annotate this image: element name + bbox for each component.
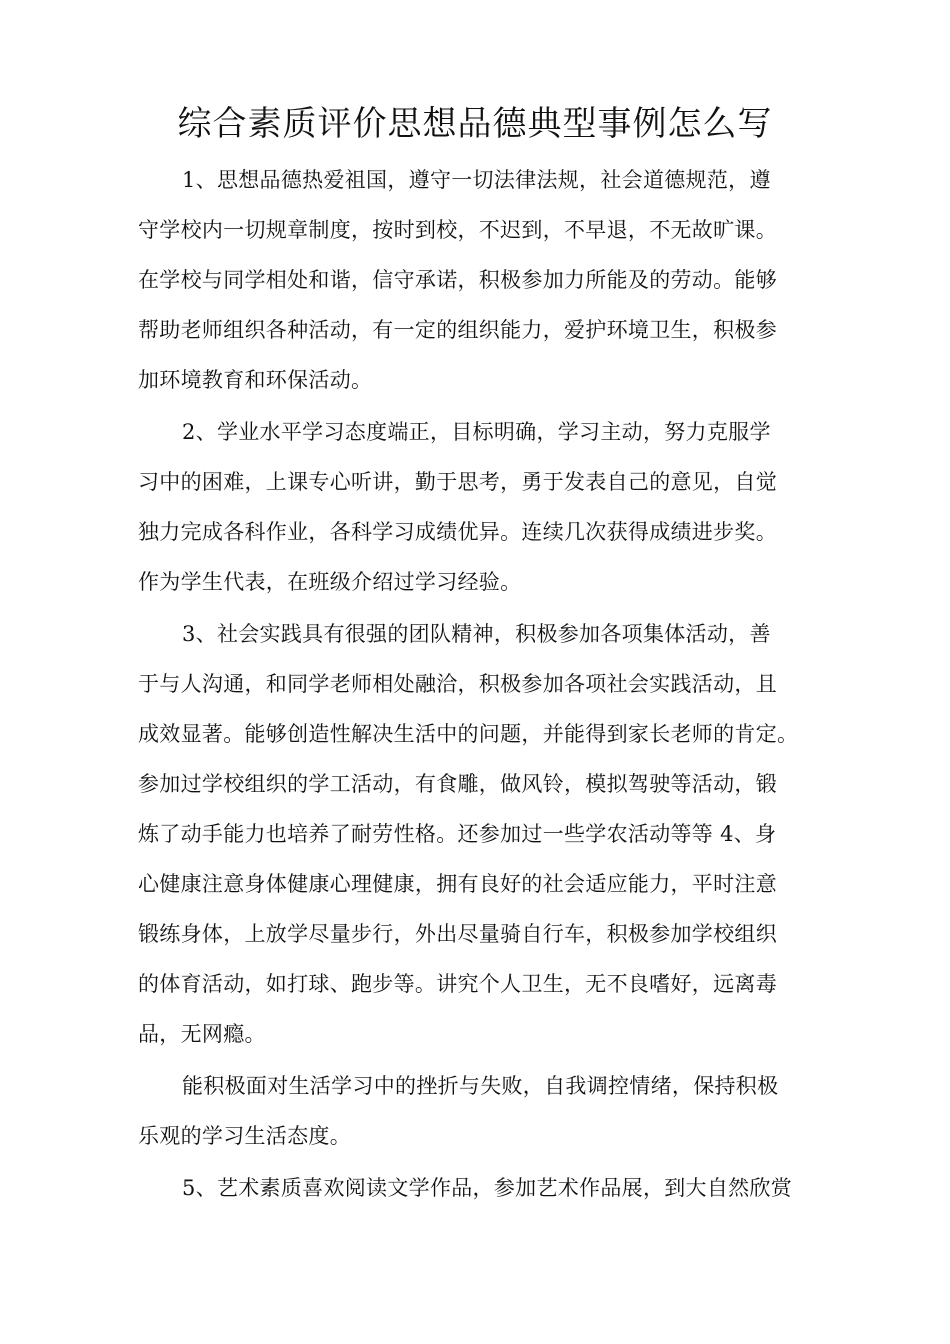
document-title: 综合素质评价思想品德典型事例怎么写 (177, 104, 773, 144)
text-line: 心健康注意身体健康心理健康，拥有良好的社会适应能力，平时注意 (138, 872, 777, 896)
text-line: 3、社会实践具有很强的团队精神，积极参加各项集体活动，善 (182, 622, 771, 646)
text-line: 能积极面对生活学习中的挫折与失败，自我调控情绪，保持积极 (182, 1074, 779, 1098)
text-line: 作为学生代表，在班级介绍过学习经验。 (138, 570, 522, 594)
text-line: 成效显著。能够创造性解决生活中的问题，并能得到家长老师的肯定。 (138, 722, 799, 746)
text-line: 于与人沟通，和同学老师相处融洽，积极参加各项社会实践活动，且 (138, 672, 777, 696)
text-line: 品，无网瘾。 (138, 1022, 266, 1046)
text-line: 独力完成各科作业，各科学习成绩优异。连续几次获得成绩进步奖。 (138, 520, 777, 544)
text-line: 2、学业水平学习态度端正，目标明确，学习主动，努力克服学 (182, 420, 771, 444)
text-line: 习中的困难，上课专心听讲，勤于思考，勇于发表自己的意见，自觉 (138, 470, 777, 494)
text-line: 在学校与同学相处和谐，信守承诺，积极参加力所能及的劳动。能够 (138, 268, 777, 292)
text-line: 守学校内一切规章制度，按时到校，不迟到，不早退，不无故旷课。 (138, 218, 777, 242)
text-line: 乐观的学习生活态度。 (138, 1124, 351, 1148)
text-line: 帮助老师组织各种活动，有一定的组织能力，爱护环境卫生，积极参 (138, 318, 777, 342)
text-line: 炼了动手能力也培养了耐劳性格。还参加过一些学农活动等等 4、身 (138, 822, 777, 846)
text-line: 加环境教育和环保活动。 (138, 368, 373, 392)
text-line: 参加过学校组织的学工活动，有食雕，做风铃，模拟驾驶等活动，锻 (138, 772, 777, 796)
text-line: 1、思想品德热爱祖国，遵守一切法律法规，社会道德规范，遵 (182, 168, 771, 192)
text-line: 锻练身体，上放学尽量步行，外出尽量骑自行车，积极参加学校组织 (138, 922, 777, 946)
text-line: 5、艺术素质喜欢阅读文学作品，参加艺术作品展，到大自然欣赏 (182, 1176, 793, 1200)
text-line: 的体育活动，如打球、跑步等。讲究个人卫生，无不良嗜好，远离毒 (138, 972, 777, 996)
